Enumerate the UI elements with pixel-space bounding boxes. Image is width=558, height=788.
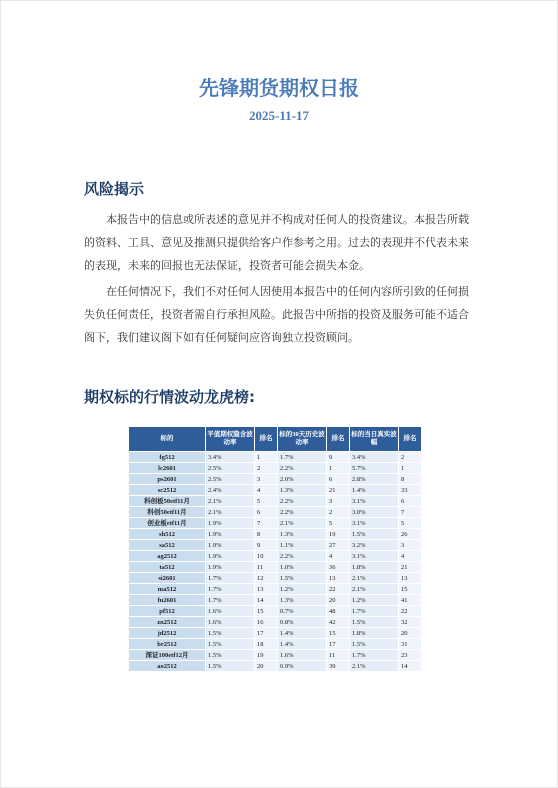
true-range-cell: 1.7% <box>350 606 399 617</box>
underlying-cell: sc2512 <box>129 485 206 496</box>
rank-cell: 15 <box>399 584 422 595</box>
implied-vol-cell: 3.4% <box>206 452 255 463</box>
rank-cell: 2 <box>399 452 422 463</box>
implied-vol-cell: 2.1% <box>206 496 255 507</box>
underlying-cell: ta512 <box>129 562 206 573</box>
rank-cell: 2 <box>255 463 278 474</box>
rank-cell: 1 <box>327 463 350 474</box>
implied-vol-cell: 2.1% <box>206 507 255 518</box>
rank-cell: 22 <box>327 584 350 595</box>
rank-cell: 5 <box>327 518 350 529</box>
underlying-cell: pf512 <box>129 606 206 617</box>
true-range-cell: 3.4% <box>350 452 399 463</box>
table-row <box>129 452 422 463</box>
rank-cell: 23 <box>399 650 422 661</box>
table-body <box>129 452 422 672</box>
underlying-cell: sh512 <box>129 529 206 540</box>
table-row <box>129 606 422 617</box>
rank-cell: 13 <box>399 573 422 584</box>
hist-vol-cell: 0.7% <box>278 606 327 617</box>
table-row <box>129 507 422 518</box>
col-header-underlying: 标的 <box>129 427 206 452</box>
rank-cell: 36 <box>327 562 350 573</box>
rank-cell: 42 <box>327 617 350 628</box>
underlying-cell: 科创50etf11月 <box>129 507 206 518</box>
implied-vol-cell: 2.5% <box>206 463 255 474</box>
implied-vol-cell: 1.6% <box>206 606 255 617</box>
underlying-cell: fg512 <box>129 452 206 463</box>
rank-cell: 22 <box>399 606 422 617</box>
rank-cell: 3 <box>399 540 422 551</box>
rank-cell: 10 <box>255 551 278 562</box>
underlying-cell: fu2601 <box>129 595 206 606</box>
rank-cell: 2 <box>327 507 350 518</box>
table-row <box>129 518 422 529</box>
hist-vol-cell: 1.4% <box>278 639 327 650</box>
rank-cell: 7 <box>399 507 422 518</box>
rank-cell: 20 <box>255 661 278 672</box>
rank-cell: 13 <box>255 584 278 595</box>
rank-cell: 9 <box>255 540 278 551</box>
rank-cell: 17 <box>255 628 278 639</box>
report-title: 先锋期货期权日报 <box>199 76 359 100</box>
table-row <box>129 573 422 584</box>
underlying-cell: ag2512 <box>129 551 206 562</box>
rank-cell: 19 <box>255 650 278 661</box>
hist-vol-cell: 1.2% <box>278 584 327 595</box>
table-row <box>129 617 422 628</box>
col-header-true-range: 标的当日真实波幅 <box>350 427 399 452</box>
rank-cell: 20 <box>327 595 350 606</box>
ranking-heading: 期权标的行情波动龙虎榜: <box>84 388 255 406</box>
rank-cell: 9 <box>327 452 350 463</box>
implied-vol-cell: 1.7% <box>206 584 255 595</box>
implied-vol-cell: 1.7% <box>206 595 255 606</box>
underlying-cell: ma512 <box>129 584 206 595</box>
underlying-cell: 深证100etf12月 <box>129 650 206 661</box>
rank-cell: 3 <box>327 496 350 507</box>
rank-cell: 21 <box>399 562 422 573</box>
hist-vol-cell: 1.6% <box>278 650 327 661</box>
rank-cell: 5 <box>255 496 278 507</box>
rank-cell: 13 <box>327 573 350 584</box>
hist-vol-cell: 1.7% <box>278 452 327 463</box>
rank-cell: 11 <box>255 562 278 573</box>
underlying-cell: sa512 <box>129 540 206 551</box>
implied-vol-cell: 1.9% <box>206 540 255 551</box>
underlying-cell: ao2512 <box>129 661 206 672</box>
rank-cell: 6 <box>327 474 350 485</box>
implied-vol-cell: 1.5% <box>206 628 255 639</box>
rank-cell: 31 <box>399 639 422 650</box>
implied-vol-cell: 1.5% <box>206 639 255 650</box>
true-range-cell: 1.2% <box>350 595 399 606</box>
table-row <box>129 639 422 650</box>
underlying-cell: ps2601 <box>129 474 206 485</box>
implied-vol-cell: 1.9% <box>206 562 255 573</box>
rank-cell: 39 <box>327 661 350 672</box>
hist-vol-cell: 1.0% <box>278 562 327 573</box>
col-header-rank-3: 排名 <box>399 427 422 452</box>
col-header-rank-1: 排名 <box>255 427 278 452</box>
true-range-cell: 1.5% <box>350 639 399 650</box>
implied-vol-cell: 1.6% <box>206 617 255 628</box>
risk-paragraph-1: 本报告中的信息或所表述的意见并不构成对任何人的投资建议。本报告所载的资料、工具、意见及推测只提供给客户作参考之用。过去的表现并不代表未来的表现，未来的回报也无法保证，投资者可能会损失本金。 <box>84 213 469 272</box>
true-range-cell: 2.1% <box>350 573 399 584</box>
rank-cell: 16 <box>255 617 278 628</box>
table-row <box>129 661 422 672</box>
implied-vol-cell: 2.4% <box>206 485 255 496</box>
table-row <box>129 529 422 540</box>
true-range-cell: 3.1% <box>350 551 399 562</box>
hist-vol-cell: 2.1% <box>278 518 327 529</box>
table-row <box>129 496 422 507</box>
rank-cell: 17 <box>327 639 350 650</box>
true-range-cell: 2.1% <box>350 584 399 595</box>
hist-vol-cell: 0.8% <box>278 617 327 628</box>
implied-vol-cell: 1.9% <box>206 551 255 562</box>
hist-vol-cell: 1.1% <box>278 540 327 551</box>
rank-cell: 5 <box>399 518 422 529</box>
hist-vol-cell: 2.2% <box>278 463 327 474</box>
underlying-cell: 科创板50etf11月 <box>129 496 206 507</box>
table-row <box>129 595 422 606</box>
true-range-cell: 3.1% <box>350 518 399 529</box>
table-header-row <box>129 427 422 452</box>
rank-cell: 41 <box>399 595 422 606</box>
rank-cell: 8 <box>399 474 422 485</box>
true-range-cell: 1.4% <box>350 485 399 496</box>
rank-cell: 26 <box>399 529 422 540</box>
rank-cell: 1 <box>255 452 278 463</box>
implied-vol-cell: 1.9% <box>206 518 255 529</box>
rank-cell: 14 <box>255 595 278 606</box>
rank-cell: 12 <box>255 573 278 584</box>
table-row <box>129 562 422 573</box>
implied-vol-cell: 1.5% <box>206 661 255 672</box>
col-header-hist-vol: 标的30天历史波动率 <box>278 427 327 452</box>
hist-vol-cell: 2.2% <box>278 507 327 518</box>
true-range-cell: 3.1% <box>350 496 399 507</box>
hist-vol-cell: 2.2% <box>278 496 327 507</box>
true-range-cell: 1.5% <box>350 617 399 628</box>
rank-cell: 1 <box>399 463 422 474</box>
implied-vol-cell: 1.5% <box>206 650 255 661</box>
table-row <box>129 485 422 496</box>
true-range-cell: 5.7% <box>350 463 399 474</box>
hist-vol-cell: 1.3% <box>278 595 327 606</box>
rank-cell: 4 <box>327 551 350 562</box>
true-range-cell: 3.2% <box>350 540 399 551</box>
table-row <box>129 628 422 639</box>
report-date: 2025-11-17 <box>249 108 309 123</box>
hist-vol-cell: 0.9% <box>278 661 327 672</box>
true-range-cell: 1.7% <box>350 650 399 661</box>
table-row <box>129 474 422 485</box>
underlying-cell: si2601 <box>129 573 206 584</box>
rank-cell: 33 <box>399 485 422 496</box>
volatility-ranking-table <box>128 426 422 672</box>
true-range-cell: 2.1% <box>350 661 399 672</box>
underlying-cell: lc2601 <box>129 463 206 474</box>
true-range-cell: 2.8% <box>350 474 399 485</box>
true-range-cell: 1.5% <box>350 529 399 540</box>
rank-cell: 48 <box>327 606 350 617</box>
table-row <box>129 551 422 562</box>
true-range-cell: 1.8% <box>350 628 399 639</box>
rank-cell: 8 <box>255 529 278 540</box>
underlying-cell: zn2512 <box>129 617 206 628</box>
hist-vol-cell: 2.0% <box>278 474 327 485</box>
col-header-implied-vol: 平值期权隐含波动率 <box>206 427 255 452</box>
rank-cell: 6 <box>399 496 422 507</box>
rank-cell: 3 <box>255 474 278 485</box>
rank-cell: 6 <box>255 507 278 518</box>
rank-cell: 4 <box>255 485 278 496</box>
risk-heading: 风险揭示 <box>84 180 145 198</box>
table-row <box>129 463 422 474</box>
implied-vol-cell: 1.7% <box>206 573 255 584</box>
rank-cell: 15 <box>327 628 350 639</box>
true-range-cell: 3.0% <box>350 507 399 518</box>
rank-cell: 15 <box>255 606 278 617</box>
rank-cell: 7 <box>255 518 278 529</box>
rank-cell: 21 <box>327 485 350 496</box>
rank-cell: 20 <box>399 628 422 639</box>
underlying-cell: 创业板etf11月 <box>129 518 206 529</box>
risk-paragraph-2: 在任何情况下，我们不对任何人因使用本报告中的任何内容所引致的任何损失负任何责任，投资者需自行承担风险。此报告中所指的投资及服务可能不适合阁下，我们建议阁下如有任何疑问应咨询独立投资顾问。 <box>84 285 469 344</box>
table-row <box>129 584 422 595</box>
rank-cell: 19 <box>327 529 350 540</box>
hist-vol-cell: 1.4% <box>278 628 327 639</box>
hist-vol-cell: 1.3% <box>278 529 327 540</box>
rank-cell: 27 <box>327 540 350 551</box>
col-header-rank-2: 排名 <box>327 427 350 452</box>
table-row <box>129 540 422 551</box>
underlying-cell: jd2512 <box>129 628 206 639</box>
hist-vol-cell: 1.5% <box>278 573 327 584</box>
rank-cell: 18 <box>255 639 278 650</box>
underlying-cell: br2512 <box>129 639 206 650</box>
rank-cell: 4 <box>399 551 422 562</box>
implied-vol-cell: 1.9% <box>206 529 255 540</box>
rank-cell: 11 <box>327 650 350 661</box>
table-row <box>129 650 422 661</box>
hist-vol-cell: 1.3% <box>278 485 327 496</box>
hist-vol-cell: 2.2% <box>278 551 327 562</box>
true-range-cell: 1.8% <box>350 562 399 573</box>
rank-cell: 32 <box>399 617 422 628</box>
implied-vol-cell: 2.5% <box>206 474 255 485</box>
rank-cell: 14 <box>399 661 422 672</box>
